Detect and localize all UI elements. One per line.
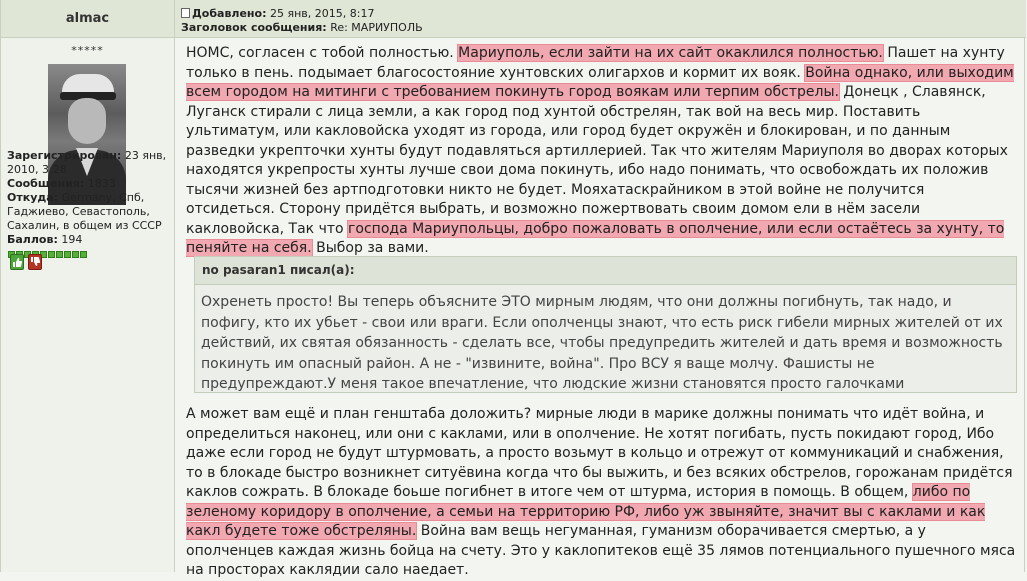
text-segment: А может вам ещё и план генштаба доложить? мирные люди в марике должны понимать что идёт война, и определиться наконец, или они с каклами, или в ополчение. Не хотят погибать, пусть покидают город, Ибо даже если город не будут штурмовать, а просто возьмут в кольцо и отрежут от коммуникаций и снабжения, то в блокаде быстро возникнет ситуёвина когда что бы выжить, и без всяких обстрелов, горожанам придётся каклов сожрать. В блокаде боьше погибнет в итоге чем от штурма, история в помощь. В общем, [186, 406, 1013, 500]
quote-text: Охренеть просто! Вы теперь объясните ЭТО мирным людям, что они должны погибнуть, так надо, и пофигу, кто их убьет - свои или враги. Если ополченцы знают, что есть риск гибели мирных жителей от их действий, их святая обязанность - сделать все, чтобы предупредить жителей и дать время и возможность покинуть им опасный район. А не - "извините, война". Про ВСУ я ваще молчу. Фашисты не предупреждают.У меня такое впечатление, что людские жизни становятся просто галочками [201, 294, 1003, 392]
from-label: Откуда: [7, 191, 59, 204]
quote-block [194, 256, 1017, 393]
added-value: 25 янв, 2015, 8:17 [270, 7, 375, 20]
messages-value: 1833 [87, 177, 116, 190]
text-segment: Выбор за вами. [311, 240, 429, 256]
registered-value: 23 янв, 2010, 3:28 [7, 149, 167, 176]
messages-label: Сообщения: [7, 177, 85, 190]
subject-value: Re: МАРИУПОЛЬ [330, 21, 423, 34]
highlighted-text: господа Мариупольцы, добро пожаловать в ополчение, или если остаётесь за хунту, то пеняйте на себя. [186, 220, 1005, 256]
author-panel [1, 38, 175, 572]
text-segment: НОМС, согласен с тобой полностью. [186, 45, 459, 61]
text-segment: Пашет на хунту только в пень. подымает благосостояние хунтовских олигархов и кормит их вояк. [186, 45, 1005, 81]
author-name[interactable]: almac [1, 0, 175, 38]
points-label: Баллов: [7, 233, 58, 246]
thumbs-down-icon[interactable] [28, 254, 42, 270]
post-paragraph-1 [186, 44, 1014, 259]
rating-dot [56, 251, 63, 258]
highlighted-text: Война однако, или выходим всем городом на митинги с требованием покинуть город воякам или терпим обстрелы. [186, 64, 1014, 100]
text-segment: Война вам вещь негуманная, гуманизм оборачивается смертью, а у ополченцев каждая жизнь бойца на счету. Это у каклопитеков ещё 35 лямов потенциального пушечного мяса на просторах каклядии сало наедает. [186, 523, 1016, 578]
post-added [181, 7, 374, 20]
registered-label: Зарегистрирован: [7, 149, 122, 162]
post-subject [181, 21, 423, 34]
post-header [175, 0, 1026, 38]
thumbs-up-icon[interactable] [10, 254, 24, 270]
text-segment: Донецк , Славянск, Луганск стирали с лица земли, а как город под хунтой обстрелян, так вой на весь мир. Поставить ультиматум, или какловойска уходят из города, или город будет окружён и блокирован, и по данным разведки укрепточки хунты будут подавляться артиллерией. Так что жителям Мариуполя во дворах которых находятся укрепросты хунты лучше свои дома покинуть, ибо надо понимать, что освобождать их положив тысячи жизней без артподготовки никто не будет. Мояхатаскрайником в этой войне не получится отсидеться. Сторону придётся выбрать, и возможно пожертвовать своим домом ели в нём засели какловойска, Так что [186, 84, 1008, 237]
messages-row [7, 177, 169, 191]
author-rank: ***** [71, 44, 104, 57]
added-label: Добавлено: [192, 7, 267, 20]
author-profile [7, 149, 169, 247]
highlighted-text: либо по зеленому коридору в ополчение, а семьи на территорию РФ, либо уж звыняйте, значит вы с каклами и как какл будете тоже обстреляны. [186, 484, 986, 539]
rating-dot [64, 251, 71, 258]
quote-author: no pasaran1 писал(а): [195, 257, 1016, 285]
post-text [186, 44, 1014, 259]
avatar-face [68, 98, 106, 144]
from-row [7, 191, 169, 233]
points-value: 194 [61, 233, 83, 246]
rating-dot [80, 251, 87, 258]
rating-dot [48, 251, 55, 258]
subject-label: Заголовок сообщения: [181, 21, 327, 34]
rating-dots [8, 243, 88, 252]
highlighted-text: Мариуполь, если зайти на их сайт окаклился полностью. [458, 45, 883, 61]
post-paragraph-2 [186, 405, 1018, 581]
rating-dot [72, 251, 79, 258]
registered-row [7, 149, 169, 177]
post-icon [181, 8, 190, 18]
post-text-continued [186, 405, 1018, 581]
from-value: Germany, Спб, Гаджиево, Севастополь, Сахалин, в общем из СССР [7, 191, 162, 232]
